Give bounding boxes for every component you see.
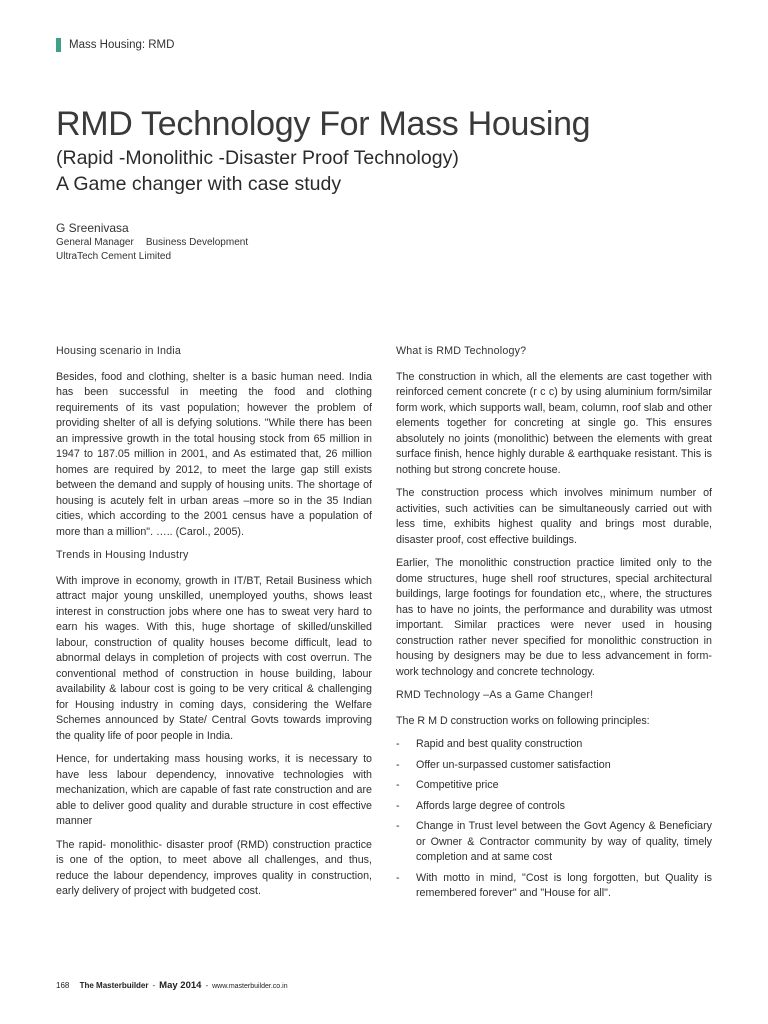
author-department: Business Development: [145, 237, 249, 248]
section-accent-bar: [56, 38, 61, 52]
page-footer: 168 The Masterbuilder - May 2014 - www.masterbuilder.co.in: [56, 980, 288, 991]
page-number: 168: [56, 981, 70, 990]
author-block: [56, 220, 248, 264]
website-url: www.masterbuilder.co.in: [212, 983, 288, 990]
magazine-name: The Masterbuilder: [79, 981, 149, 990]
heading-housing-scenario: Housing scenario in India: [56, 345, 182, 357]
heading-game-changer: RMD Technology –As a Game Changer!: [396, 689, 594, 701]
list-item: - Competitive price: [396, 778, 712, 794]
paragraph: The R M D construction works on following principles:: [396, 714, 650, 727]
list-item: - Rapid and best quality construction: [396, 737, 712, 753]
section-tag-label: Mass Housing: RMD: [69, 39, 175, 51]
list-item: - Offer un-surpassed customer satisfaction: [396, 758, 712, 774]
list-item: - With motto in mind, "Cost is long forgotten, but Quality is remembered forever" and "House for all".: [396, 871, 712, 902]
issue-date: May 2014: [159, 980, 202, 991]
list-item: - Change in Trust level between the Govt Agency & Beneficiary or Owner & Contractor community by way of quality, timely completion and at same cost: [396, 819, 712, 866]
paragraph: Hence, for undertaking mass housing works, it is necessary to have less labour dependency, innovative technologies with mechanization, which are capable of fast rate construction and are able to deliver good quality and durable structure in cost effective manner: [56, 753, 372, 827]
article-subtitle-line-2: A Game changer with case study: [56, 173, 342, 195]
section-tag: [56, 38, 174, 52]
paragraph: Besides, food and clothing, shelter is a basic human need. India has been successful in meeting the food and clothing requirements of its vast population; however the problem of providing shelter of all is defying solutions. "While there has been an impressive growth in the total housing stock from 65 million in 1947 to 187.05 million in 2001, and As estimated that, 26 million homes are required by 2012, to meet the large gap still exists between the demand and supply of housing units. The shortage of housing is acutely felt in urban areas –more so in the 35 Indian cities, which according to the 2001 census have a population of more than a million". ….. (Carol., 2005).: [56, 370, 372, 538]
paragraph: Earlier, The monolithic construction practice limited only to the dome structures, huge shell roof structures, special architectural buildings, large footings for foundation etc,, where, the structures has to have no joints, the performance and durability was utmost important. Similar practices were never used in housing construction rather never specified for monolithic construction in housing by designers may be due to less advancement in form-work technology and concrete technology.: [396, 557, 712, 678]
paragraph: The rapid- monolithic- disaster proof (RMD) construction practice is one of the option, to meet above all challenges, and thus, reduce the labour dependency, improves quality in construction, early delivery of project with budgeted cost.: [56, 838, 372, 897]
author-title: General Manager: [56, 237, 134, 248]
right-column: [396, 344, 712, 907]
title-block: [56, 104, 736, 196]
paragraph: With improve in economy, growth in IT/BT, Retail Business which attract major young unskilled, unemployed youths, shows least interest in construction jobs where one has to sweat very hard to earn his wages. With this, huge shortage of skilled/unskilled labour, construction of quality houses become difficult, lead to abnormal delays in completion of projects with cost overrun. The conventional method of construction in house building, labour availability & labour cost is going to be very critical & challenging for Housing industry in coming days, considering the Welfare Schemes announced by State/ Central Govts towards improving the quality life of poor people in India.: [56, 574, 372, 742]
heading-trends: Trends in Housing Industry: [56, 549, 189, 561]
paragraph: The construction in which, all the elements are cast together with reinforced cement concrete (r c c) by using aluminium form/similar form work, which supports wall, beam, column, roof slab and other elements together for concreting at single go. This ensures absolutely no joints (monolithic) between the elements with great surface finish, hence highly durable & earthquake resistant. This is nothing but strong concrete house.: [396, 370, 712, 476]
article-title: RMD Technology For Mass Housing: [56, 105, 591, 143]
author-role: [56, 236, 248, 250]
principles-list: [396, 737, 712, 902]
article-subtitle-line-1: (Rapid -Monolithic -Disaster Proof Technology): [56, 147, 459, 169]
paragraph: The construction process which involves minimum number of activities, such activities can be simultaneously carried out with less time, exhibits highest quality and brings most durable, disaster proof, cost effective buildings.: [396, 487, 712, 546]
left-column: [56, 344, 372, 908]
author-name: G Sreenivasa: [56, 221, 129, 235]
heading-what-is-rmd: What is RMD Technology?: [396, 345, 527, 357]
author-organization: UltraTech Cement Limited: [56, 251, 172, 262]
list-item: - Affords large degree of controls: [396, 799, 712, 815]
